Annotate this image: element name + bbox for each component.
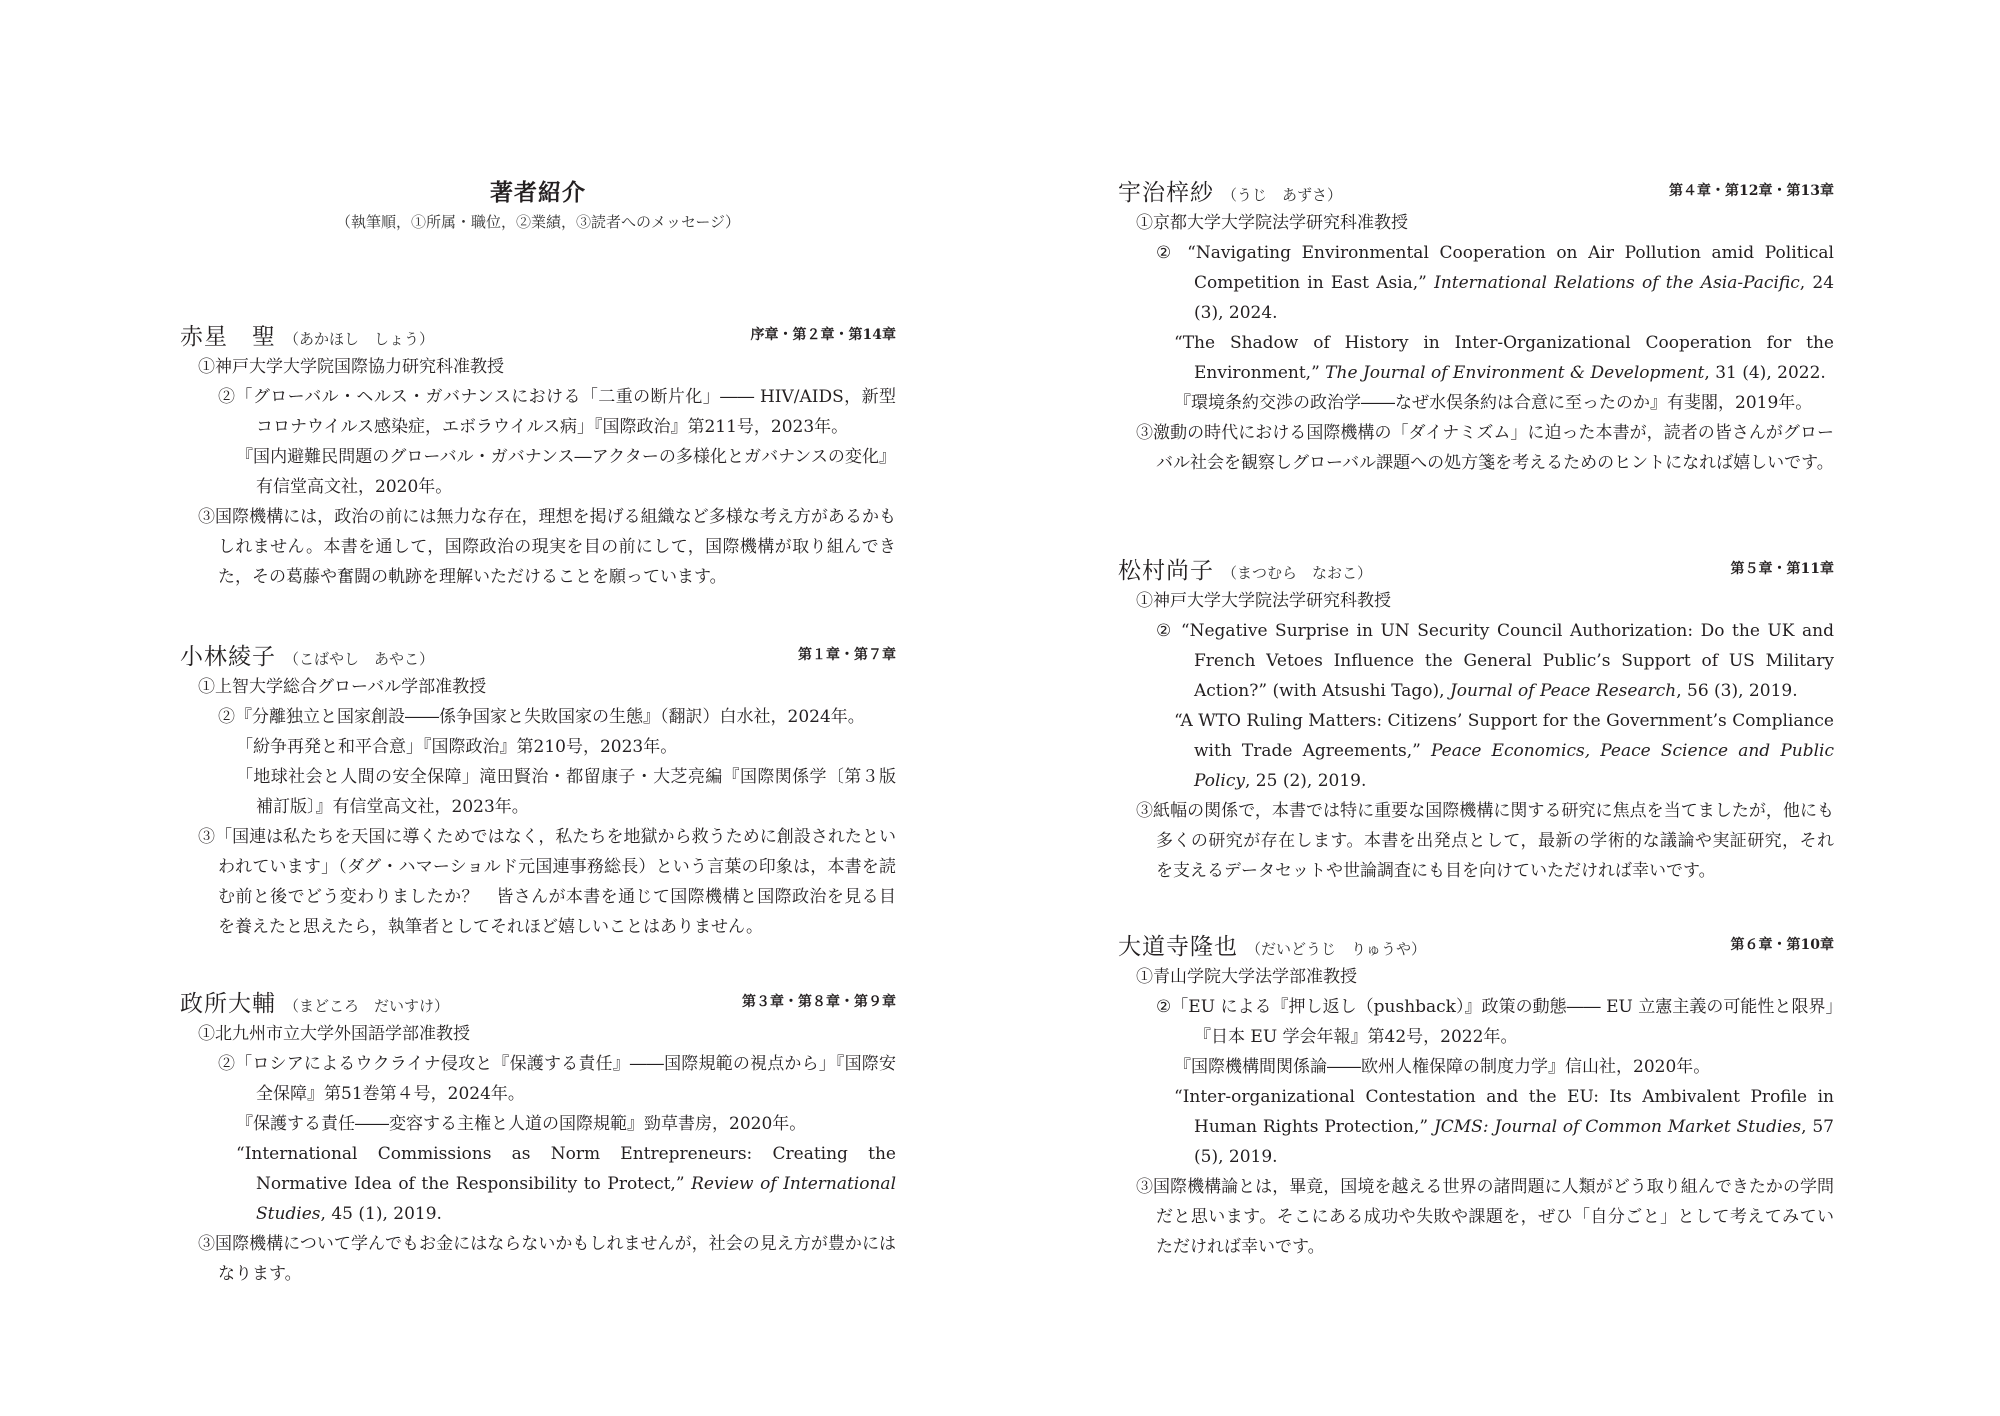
work-item [198, 442, 896, 502]
work-item [1136, 328, 1834, 388]
message: ③激動の時代における国際機構の「ダイナミズム」に迫った本書が，読者の皆さんがグローバル社会を観察しグローバル課題への処方箋を考えるためのヒントになれば嬉しいです。 [1136, 423, 1834, 473]
work-segment: “International Commissions as Norm Entrepreneurs: Creating the Normative Idea of the Responsibility to Protect,” [236, 1144, 896, 1194]
message: ③「国連は私たちを天国に導くためではなく，私たちを地獄から救うために創設されたといわれています」（ダグ・ハマーショルド元国連事務総長）という言葉の印象は，本書を読む前と後でどう変わりましたか？ 皆さんが本書を通じて国際機構と国際政治を見る目を養えたと思えたら，執筆者としてそれほど嬉しいことはありません。 [198, 827, 896, 937]
author-block [180, 318, 896, 592]
work-segment: “The Shadow of History in Inter-Organizational Cooperation for the Environment,” [1174, 333, 1834, 383]
author-chapters: 第５章・第11章 [1730, 561, 1834, 577]
work-segment: , 45 (1), 2019. [320, 1204, 442, 1224]
author-entry [1118, 586, 1834, 886]
work-segment: ② “Navigating Environmental Cooperation on Air Pollution amid Political Competition in East Asia,” [1156, 243, 1834, 293]
message: ③国際機構論とは，畢竟，国境を越える世界の諸問題に人類がどう取り組んできたかの学問だと思います。そこにある成功や失敗や課題を，ぜひ「自分ごと」として考えてみていただければ幸いです。 [1136, 1177, 1834, 1257]
author-chapters: 序章・第２章・第14章 [750, 327, 896, 343]
work-segment: 『国際機構間関係論――欧州人権保障の制度力学』信山社，2020年。 [1174, 1057, 1711, 1077]
author-block [1118, 174, 1834, 478]
author-chapters: 第４章・第12章・第13章 [1669, 183, 1834, 199]
work-segment: ②「EU による『押し返し（pushback）』政策の動態―― EU 立憲主義の可能性と限界」『日本 EU 学会年報』第42号，2022年。 [1156, 997, 1834, 1047]
work-segment: ② “Negative Surprise in UN Security Council Authorization: Do the UK and French Vetoes Influence the General Public’s Support of US Military Action?” (with Atsushi Tago), [1156, 621, 1834, 701]
author-header [180, 985, 896, 1019]
author-block [180, 985, 896, 1289]
work-item [198, 702, 896, 732]
author-reading: （まつむら なおこ） [1222, 564, 1373, 582]
work-segment: 『保護する責任――変容する主権と人道の国際規範』勁草書房，2020年。 [236, 1114, 807, 1134]
work-item [198, 1139, 896, 1229]
page-subtitle: （執筆順，①所属・職位，②業績，③読者へのメッセージ） [335, 213, 741, 231]
author-header [180, 638, 896, 672]
author-entry [180, 352, 896, 592]
author-entry [180, 672, 896, 942]
affiliation: ①京都大学大学院法学研究科准教授 [1136, 213, 1408, 233]
affiliation: ①青山学院大学法学部准教授 [1136, 967, 1357, 987]
work-segment: ②『分離独立と国家創設――係争国家と失敗国家の生態』（翻訳）白水社，2024年。 [218, 707, 865, 727]
author-block [1118, 552, 1834, 886]
work-segment: Journal of Peace Research [1449, 681, 1677, 701]
author-name: 小林綾子 （こばやし あやこ） [180, 644, 435, 670]
works-list [1118, 992, 1834, 1172]
author-header [180, 318, 896, 352]
author-name: 宇治梓紗 （うじ あずさ） [1118, 180, 1343, 206]
author-header [1118, 174, 1834, 208]
work-segment: JCMS: Journal of Common Market Studies [1433, 1117, 1802, 1137]
work-item [1136, 992, 1834, 1052]
author-chapters: 第６章・第10章 [1730, 937, 1834, 953]
works-list [180, 1049, 896, 1229]
author-name: 赤星 聖 （あかほし しょう） [180, 324, 435, 350]
author-entry [180, 1019, 896, 1289]
affiliation: ①神戸大学大学院国際協力研究科准教授 [198, 357, 504, 377]
works-list [180, 382, 896, 502]
author-entry [1118, 208, 1834, 478]
author-header [1118, 928, 1834, 962]
work-segment: The Journal of Environment & Development [1325, 363, 1705, 383]
author-reading: （あかほし しょう） [284, 330, 435, 348]
work-segment: , 31 (4), 2022. [1704, 363, 1826, 383]
work-segment: 「地球社会と人間の安全保障」滝田賢治・都留康子・大芝亮編『国際関係学〔第３版補訂版〕』有信堂高文社，2023年。 [236, 767, 896, 817]
work-segment: 『国内避難民問題のグローバル・ガバナンス―アクターの多様化とガバナンスの変化』有信堂高文社，2020年。 [236, 447, 896, 497]
author-header [1118, 552, 1834, 586]
author-chapters: 第３章・第８章・第９章 [742, 994, 896, 1010]
work-segment: , 57 (5), 2019. [1194, 1117, 1834, 1167]
author-reading: （こばやし あやこ） [284, 650, 435, 668]
work-segment: Peace Economics, Peace Science and Public Policy [1194, 741, 1834, 791]
work-segment: ②「グローバル・ヘルス・ガバナンスにおける「二重の断片化」―― HIV/AIDS，新型コロナウイルス感染症，エボラウイルス病」『国際政治』第211号，2023年。 [218, 387, 896, 437]
author-name: 政所大輔 （まどころ だいすけ） [180, 991, 450, 1017]
work-item [1136, 388, 1834, 418]
work-segment: “A WTO Ruling Matters: Citizens’ Support for the Government’s Compliance with Trade Agreements,” [1174, 711, 1834, 761]
works-list [1118, 238, 1834, 418]
work-item [1136, 238, 1834, 328]
author-reading: （だいどうじ りゅうや） [1246, 940, 1427, 958]
work-item [198, 1049, 896, 1109]
affiliation: ①北九州市立大学外国語学部准教授 [198, 1024, 470, 1044]
author-block [180, 638, 896, 942]
work-item [1136, 1052, 1834, 1082]
work-segment: International Relations of the Asia-Pacific [1434, 273, 1800, 293]
work-item [198, 1109, 896, 1139]
works-list [1118, 616, 1834, 796]
work-segment: ②「ロシアによるウクライナ侵攻と『保護する責任』――国際規範の視点から」『国際安全保障』第51巻第４号，2024年。 [218, 1054, 896, 1104]
author-reading: （まどころ だいすけ） [284, 997, 450, 1015]
work-segment: 「紛争再発と和平合意」『国際政治』第210号，2023年。 [236, 737, 678, 757]
page-title: 著者紹介 [490, 179, 586, 206]
work-segment: “Inter-organizational Contestation and the EU: Its Ambivalent Profile in Human Rights Protection,” [1174, 1087, 1834, 1137]
work-segment: 『環境条約交渉の政治学――なぜ水俣条約は合意に至ったのか』有斐閣，2019年。 [1174, 393, 1813, 413]
work-item [198, 382, 896, 442]
works-list [180, 702, 896, 822]
work-segment: , 24 (3), 2024. [1194, 273, 1835, 323]
work-item [1136, 706, 1834, 796]
work-segment: , 25 (2), 2019. [1244, 771, 1367, 791]
author-entry [1118, 962, 1834, 1262]
work-item [198, 732, 896, 762]
work-item [1136, 1082, 1834, 1172]
work-segment: , 56 (3), 2019. [1676, 681, 1798, 701]
affiliation: ①上智大学総合グローバル学部准教授 [198, 677, 487, 697]
message: ③紙幅の関係で，本書では特に重要な国際機構に関する研究に焦点を当てましたが，他にも多くの研究が存在します。本書を出発点として，最新の学術的な議論や実証研究，それを支えるデータセットや世論調査にも目を向けていただければ幸いです。 [1136, 801, 1834, 881]
author-reading: （うじ あずさ） [1222, 186, 1343, 204]
author-chapters: 第１章・第７章 [798, 647, 896, 663]
message: ③国際機構には，政治の前には無力な存在，理想を掲げる組織など多様な考え方があるかもしれません。本書を通して，国際政治の現実を目の前にして，国際機構が取り組んできた，その葛藤や奮闘の軌跡を理解いただけることを願っています。 [198, 507, 896, 587]
author-name: 松村尚子 （まつむら なおこ） [1118, 558, 1373, 584]
message: ③国際機構について学んでもお金にはならないかもしれませんが，社会の見え方が豊かにはなります。 [198, 1234, 896, 1284]
affiliation: ①神戸大学大学院法学研究科教授 [1136, 591, 1391, 611]
work-item [198, 762, 896, 822]
work-segment: Review of International Studies [256, 1174, 897, 1224]
author-name: 大道寺隆也 （だいどうじ りゅうや） [1118, 934, 1427, 960]
author-block [1118, 928, 1834, 1262]
work-item [1136, 616, 1834, 706]
